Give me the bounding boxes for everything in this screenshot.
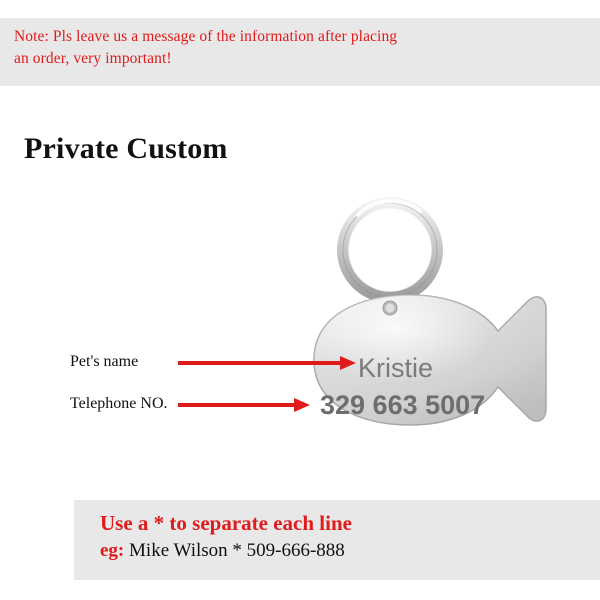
product-illustration: [300, 175, 590, 475]
example-value: Mike Wilson * 509-666-888: [129, 540, 345, 562]
example-prefix: eg:: [100, 540, 125, 562]
note-line-1: Note: Pls leave us a message of the information after placing: [14, 28, 398, 45]
callout-label-telephone: Telephone NO.: [70, 395, 168, 412]
note-line-2: an order, very important!: [14, 50, 172, 68]
page-title: Private Custom: [24, 132, 228, 165]
engraved-telephone: 329 663 5007: [320, 390, 486, 420]
engraved-pet-name: Kristie: [358, 353, 434, 383]
note-banner: [0, 18, 600, 86]
instruction-text: Use a * to separate each line: [100, 511, 352, 535]
instruction-box: [74, 500, 600, 580]
instruction-example: [100, 539, 600, 564]
arrow-pet-name-icon: [178, 356, 356, 370]
callout-label-pet-name: Pet's name: [70, 353, 139, 370]
arrow-telephone-icon: [178, 398, 310, 412]
pet-tag-graphic: [300, 175, 590, 475]
split-ring-icon: [343, 201, 437, 297]
